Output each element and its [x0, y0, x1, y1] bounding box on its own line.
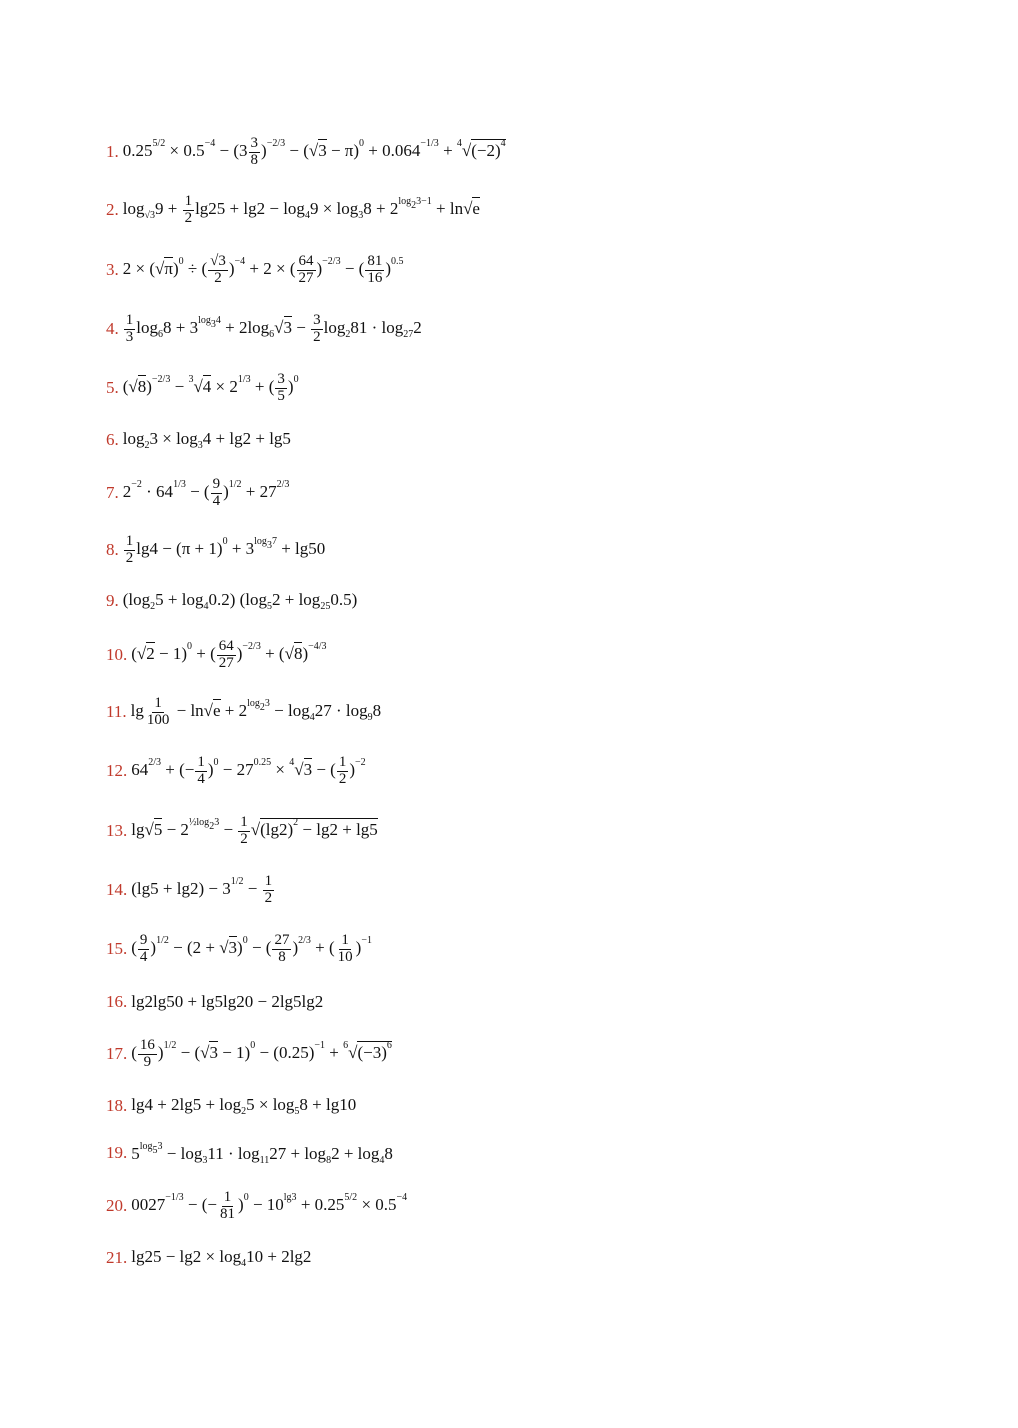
problem-expression: $(√8)^{-2/3} - ^3√4 \times 2^{1/3}$ + ( $\frac{3}{5}$ )$^0$ — [122, 370, 299, 404]
problem-18 — [106, 1086, 356, 1126]
problem-1 — [106, 132, 506, 172]
problem-expression: $\frac{1}{2}$ $\lg 4 - (\pi + 1)^0 + 3^{log_37} + \lg 50$ — [125, 532, 326, 566]
problem-expression: $(√2 - 1)^0$ + ( $\frac{64}{27}$ )$^{-2/3} + (√8)^{-4/3}$ — [131, 637, 327, 671]
problem-expression: $(\lg 5 + \lg 2) - 3^{1/2}$ − $\frac{1}{2}$ — [131, 872, 273, 906]
problem-9 — [106, 581, 357, 621]
problem-number: 12. — [106, 761, 128, 780]
problem-number: 11. — [106, 702, 127, 721]
problem-expression: $\log_23 \times \log_34 + \lg 2 + \lg 5$ — [122, 429, 291, 451]
problem-expression: $0027^{-1/3}$ − (− $\frac{1}{81}$ )$^0 - 10^{lg3} + 0.25^{5/2} \times 0.5^{-4}$ — [131, 1188, 408, 1222]
problem-21 — [106, 1238, 311, 1278]
problem-expression: $\frac{1}{3}$ $\log_68 + 3^{log_34} + 2\log_6√3$ − $\frac{3}{2}$ $\log_281 \cdot \log_{27}2$ — [125, 311, 422, 345]
problem-number: 15. — [106, 939, 128, 958]
problem-number: 1. — [106, 142, 119, 161]
problem-3 — [106, 250, 404, 290]
problem-number: 6. — [106, 430, 119, 449]
problem-10 — [106, 635, 327, 675]
problem-number: 14. — [106, 880, 128, 899]
problem-number: 16. — [106, 992, 128, 1011]
problem-number: 7. — [106, 483, 119, 502]
problem-20 — [106, 1186, 407, 1226]
problem-expression: $64^{2/3}$ + (− $\frac{1}{4}$ )$^0 - 27^{0.25} \times ^4√3$ − ( $\frac{1}{2}$ )$^{-2}$ — [131, 753, 366, 787]
problem-12 — [106, 751, 366, 791]
problem-11 — [106, 692, 381, 732]
problem-expression: $\lg 25 - \lg 2 \times \log_410 + 2\lg 2$ — [131, 1247, 312, 1269]
problem-number: 17. — [106, 1044, 128, 1063]
problem-17 — [106, 1034, 392, 1074]
problem-number: 10. — [106, 645, 128, 664]
problem-2 — [106, 190, 480, 230]
problem-number: 9. — [106, 591, 119, 610]
problem-15 — [106, 929, 372, 969]
problem-6 — [106, 420, 291, 460]
problem-expression: $\lg√5 - 2^{\frac{1}{2}log_23}$ − $\frac{1}{2}$ $√(\lg 2)^2 - \lg 2 + \lg 5$ — [131, 813, 378, 847]
problem-13 — [106, 811, 378, 851]
problem-expression: $0.25^{5/2} \times 0.5^{-4} - (3$ $\frac{3}{8}$ )$^{-2/3} - (√3 - \pi)^0 + 0.064^{-1/3} + ^4√(-2)^4$ — [122, 134, 506, 168]
problem-number: 21. — [106, 1248, 128, 1267]
problem-7 — [106, 473, 289, 513]
problem-number: 2. — [106, 200, 119, 219]
problem-expression: lg2lg50 + lg5lg20 − 2lg5lg2 — [131, 992, 324, 1011]
problem-5 — [106, 368, 299, 408]
problem-14 — [106, 870, 275, 910]
problem-expression: $\lg 4 + 2\lg 5 + \log_25 \times \log_58 + \lg 10$ — [131, 1095, 357, 1117]
problem-number: 13. — [106, 821, 128, 840]
problem-expression: ( $\frac{16}{9}$ )$^{1/2} - (√3 - 1)^0 - (0.25)^{-1} + ^6√(-3)^6$ — [131, 1036, 392, 1070]
problem-19 — [106, 1133, 393, 1173]
problem-expression: $2^{-2} \cdot 64^{1/3}$ − ( $\frac{9}{4}$ )$^{1/2} + 27^{2/3}$ — [122, 475, 290, 509]
problem-number: 20. — [106, 1196, 128, 1215]
problem-number: 8. — [106, 540, 119, 559]
problem-expression: $2 \times (√\pi)^0$ ÷ ( $\frac{√3}{2}$ )$^{-4}$ + 2 × ( $\frac{64}{27}$ )$^{-2/3}$ − ( $\frac{81}{16}$ )$^{0.5}$ — [122, 252, 404, 286]
problem-8 — [106, 530, 325, 570]
problem-number: 19. — [106, 1143, 128, 1162]
problem-expression: ( $\frac{9}{4}$ )$^{1/2} - (2 + √3)^0$ − ( $\frac{27}{8}$ )$^{2/3}$ + ( $\frac{1}{10}$ )$^{-1}$ — [131, 931, 372, 965]
problem-expression: $\log_{√3}9$ + $\frac{1}{2}$ $\lg 25 + \lg 2 - \log_49 \times \log_38 + 2^{log_23-1} + \ln√e$ — [122, 192, 480, 226]
problem-4 — [106, 309, 422, 349]
problem-expression: $5^{log_53} - \log_311 \cdot \log_{11}27 + \log_82 + \log_48$ — [131, 1140, 393, 1166]
problem-number: 4. — [106, 319, 119, 338]
problem-number: 3. — [106, 260, 119, 279]
problem-expression: lg $\frac{1}{100}$ − $\ln√e + 2^{log_23} - \log_427 \cdot \log_98$ — [130, 694, 382, 728]
problem-number: 5. — [106, 378, 119, 397]
problem-number: 18. — [106, 1096, 128, 1115]
problem-expression: $(\log_25 + \log_40.2) (\log_52 + \log_{25}0.5)$ — [122, 590, 358, 612]
problem-16 — [106, 982, 323, 1022]
